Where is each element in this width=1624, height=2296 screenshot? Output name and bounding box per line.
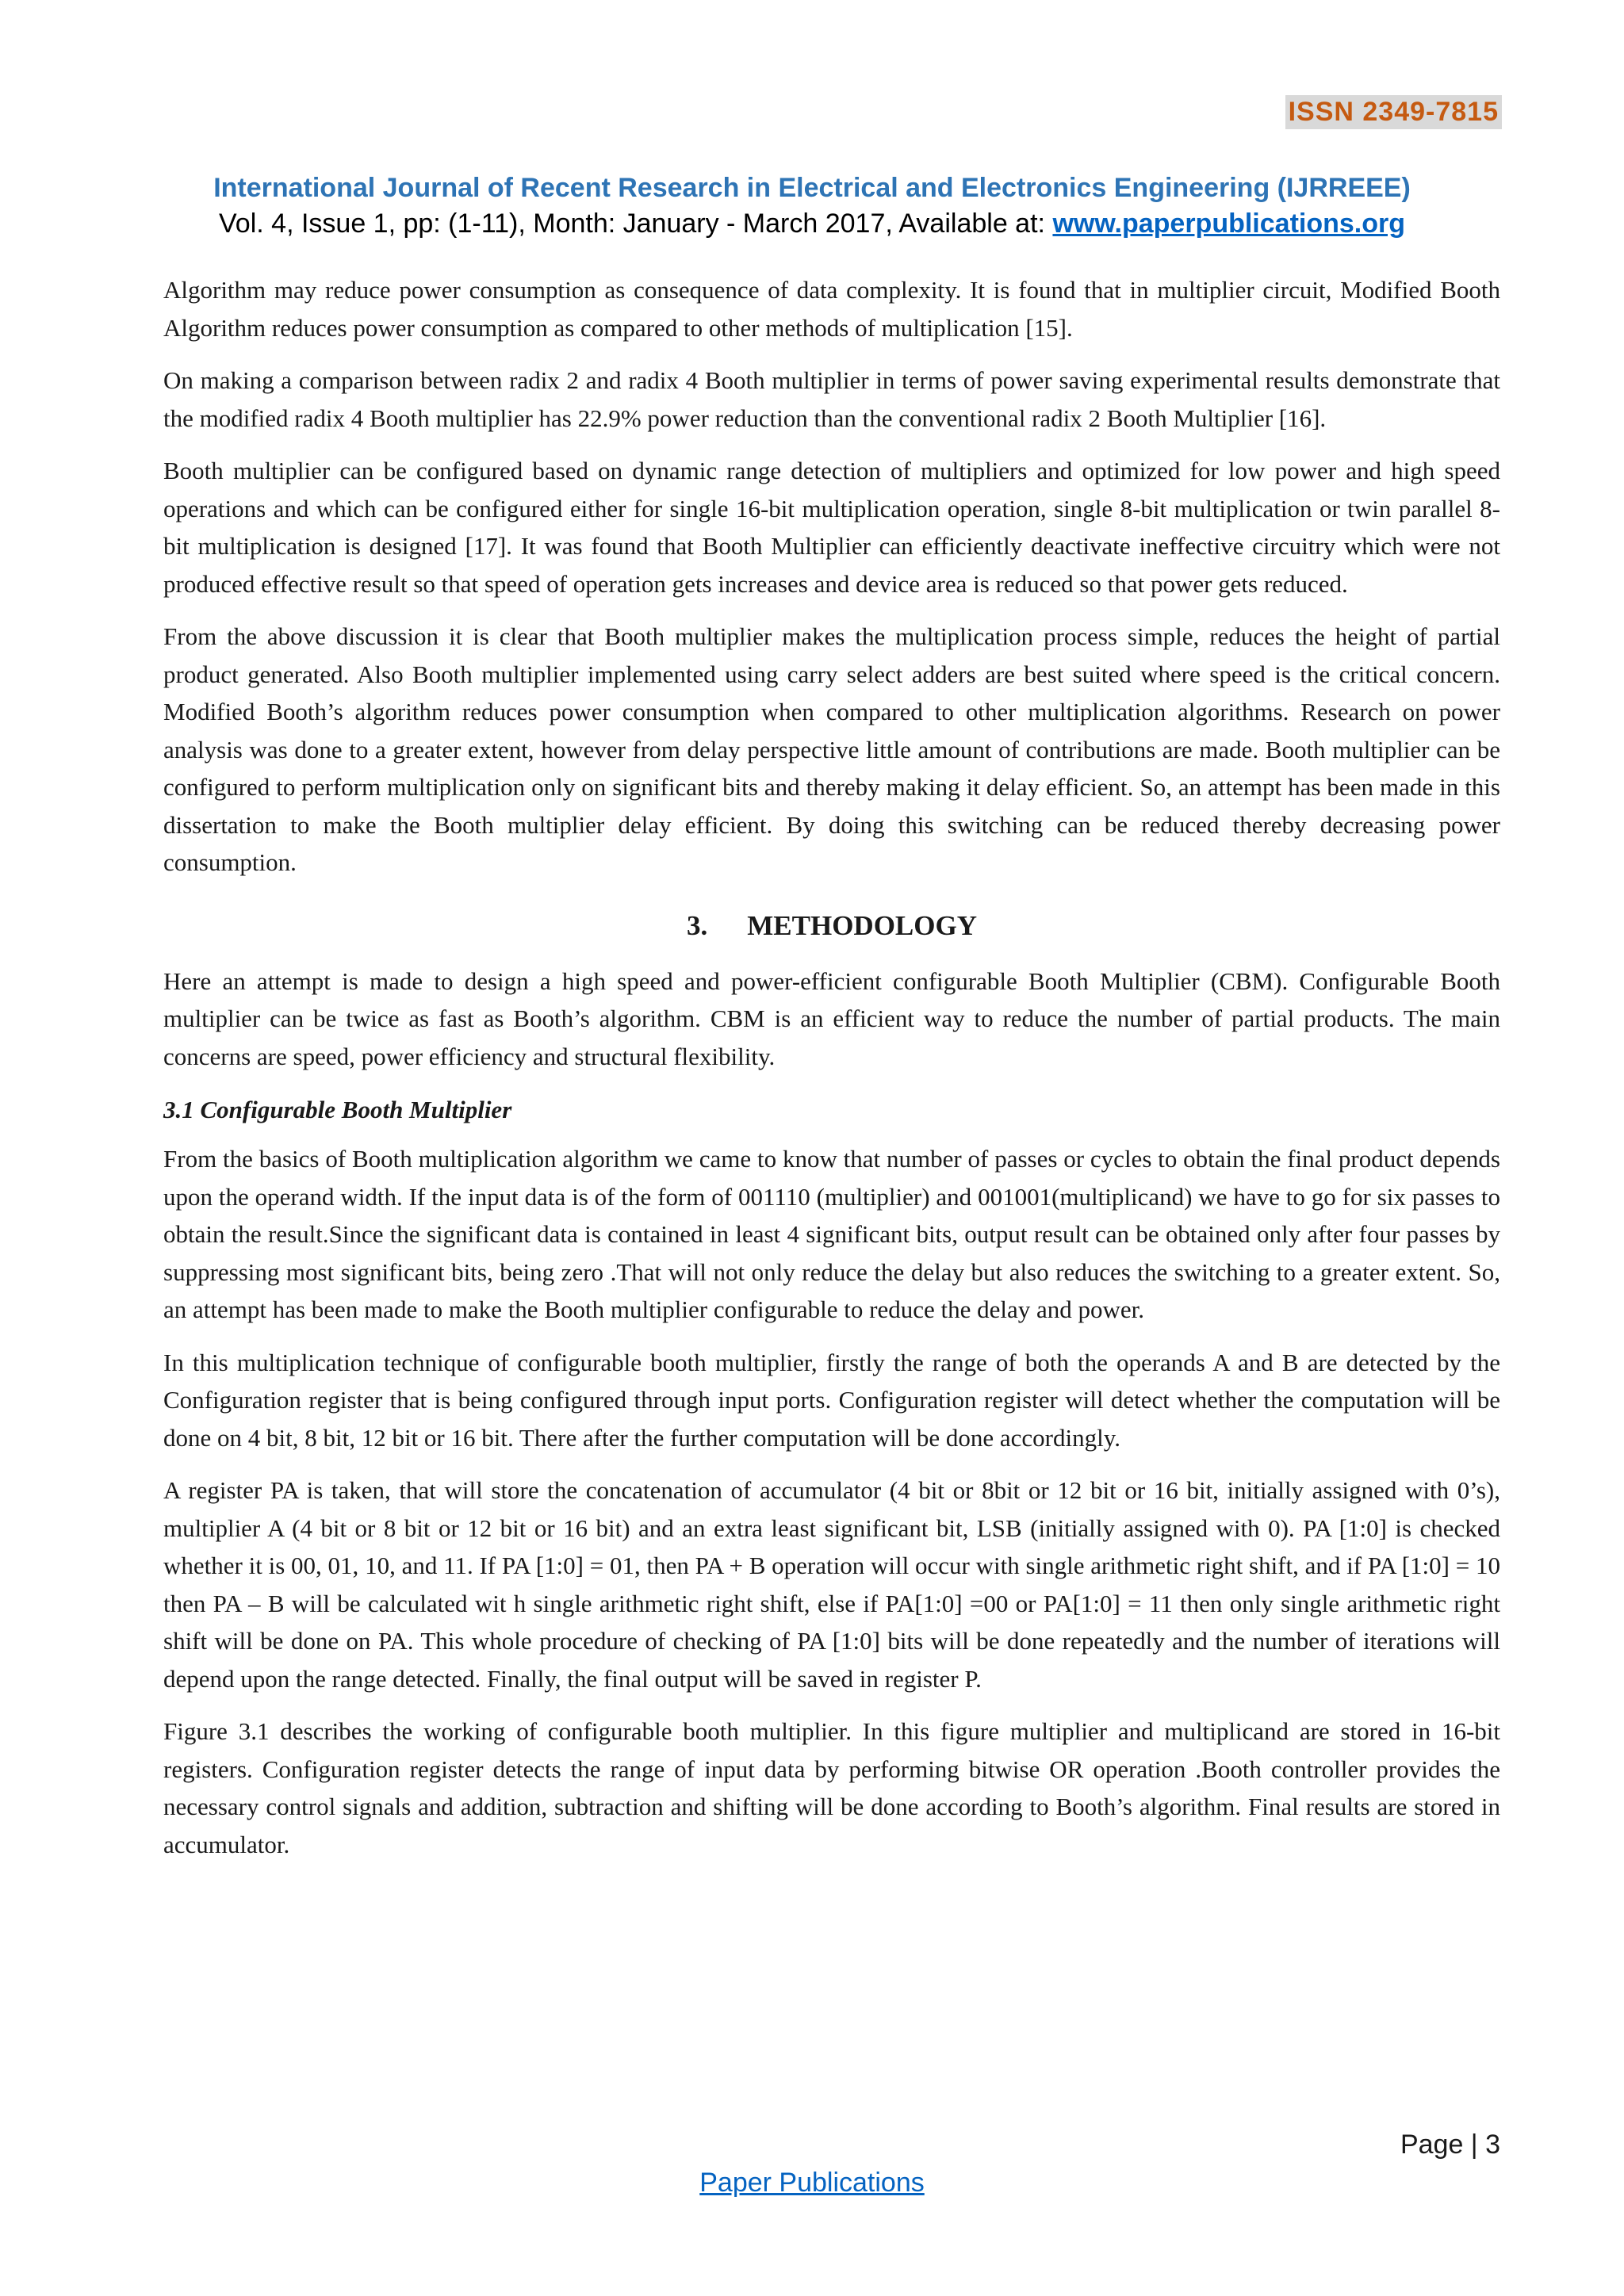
paragraph: From the above discussion it is clear that Booth multiplier makes the multiplication process simple, reduces the height of partial product generated. Also Booth multiplier implemented using carry select adders are best suited where speed is the critical concern. Modified Booth’s algorithm reduces power consumption when compared to other multiplication algorithms. Research on power analysis was done to a greater extent, however from delay perspective little amount of contributions are made. Booth multiplier can be configured to perform multiplication only on significant bits and thereby making it delay efficient. So, an attempt has been made in this dissertation to make the Booth multiplier delay efficient. By doing this switching can be reduced thereby decreasing power consumption. (163, 622, 1500, 876)
paragraph: Booth multiplier can be configured based on dynamic range detection of multipliers and optimized for low power and high speed operations and which can be configured either for single 16-bit multiplication operation, single 8-bit multiplication or twin parallel 8-bit multiplication is designed [17]. It was found that Booth Multiplier can efficiently deactivate ineffective circuitry which were not produced effective result so that speed of operation gets increases and device area is reduced so that power gets reduced. (163, 457, 1500, 598)
issn-label: ISSN 2349-7815 (1285, 95, 1502, 129)
volume-line (0, 205, 1624, 242)
section-heading (163, 909, 1500, 943)
journal-title: International Journal of Recent Research in Electrical and Electronics Engineering (IJRREEE) (213, 173, 1411, 203)
article-body (163, 271, 1500, 1878)
page-number: Page | 3 (1400, 2130, 1500, 2160)
paragraph: A register PA is taken, that will store the concatenation of accumulator (4 bit or 8bit or 12 bit or 16 bit, initially assigned with 0’s), multiplier A (4 bit or 8 bit or 12 bit or 16 bit) and an extra least significant bit, LSB (initially assigned with 0). PA [1:0] is checked whether it is 00, 01, 10, and 11. If PA [1:0] = 01, then PA + B operation will occur with single arithmetic right shift, and if PA [1:0] = 10 then PA – B will be calculated wit h single arithmetic right shift, else if PA[1:0] =00 or PA[1:0] = 11 then only single arithmetic right shift will be done on PA. This whole procedure of checking of PA [1:0] bits will be done repeatedly and the number of iterations will depend upon the range detected. Finally, the final output will be saved in register P. (163, 1476, 1500, 1693)
footer-publisher (0, 2168, 1624, 2198)
paragraph: From the basics of Booth multiplication algorithm we came to know that number of passes or cycles to obtain the final product depends upon the operand width. If the input data is of the form of 001110 (multiplier) and 001001(multiplicand) we have to go for six passes to obtain the result.Since the significant data is contained in least 4 significant bits, output result can be obtained only after four passes by suppressing most significant bits, being zero .That will not only reduce the delay but also reduces the switching to a greater extent. So, an attempt has been made to make the Booth multiplier configurable to reduce the delay and power. (163, 1145, 1500, 1323)
section-title: METHODOLOGY (747, 909, 977, 941)
publisher-link[interactable]: Paper Publications (699, 2168, 925, 2198)
section-number: 3. (687, 909, 708, 941)
subsection-heading: 3.1 Configurable Booth Multiplier (163, 1096, 512, 1123)
paragraph: In this multiplication technique of configurable booth multiplier, firstly the range of both the operands A and B are detected by the Configuration register that is being configured through input ports. Configuration register will detect whether the computation will be done on 4 bit, 8 bit, 12 bit or 16 bit. There after the further computation will be done accordingly. (163, 1348, 1500, 1452)
journal-header (0, 170, 1624, 242)
paragraph: Algorithm may reduce power consumption as consequence of data complexity. It is found that in multiplier circuit, Modified Booth Algorithm reduces power consumption as compared to other methods of multiplication [15]. (163, 276, 1500, 342)
paragraph: Here an attempt is made to design a high speed and power-efficient configurable Booth Multiplier (CBM). Configurable Booth multiplier can be twice as fast as Booth’s algorithm. CBM is an efficient way to reduce the number of partial products. The main concerns are speed, power efficiency and structural flexibility. (163, 966, 1500, 1070)
website-link[interactable]: www.paperpublications.org (1052, 209, 1405, 239)
paragraph: On making a comparison between radix 2 and radix 4 Booth multiplier in terms of power saving experimental results demonstrate that the modified radix 4 Booth multiplier has 22.9% power reduction than the conventional radix 2 Booth Multiplier [16]. (163, 366, 1500, 432)
volume-text: Vol. 4, Issue 1, pp: (1-11), Month: January - March 2017, Available at: (219, 209, 1053, 239)
paragraph: Figure 3.1 describes the working of configurable booth multiplier. In this figure multiplier and multiplicand are stored in 16-bit registers. Configuration register detects the range of input data by performing bitwise OR operation .Booth controller provides the necessary control signals and addition, subtraction and shifting will be done according to Booth’s algorithm. Final results are stored in accumulator. (163, 1717, 1500, 1858)
